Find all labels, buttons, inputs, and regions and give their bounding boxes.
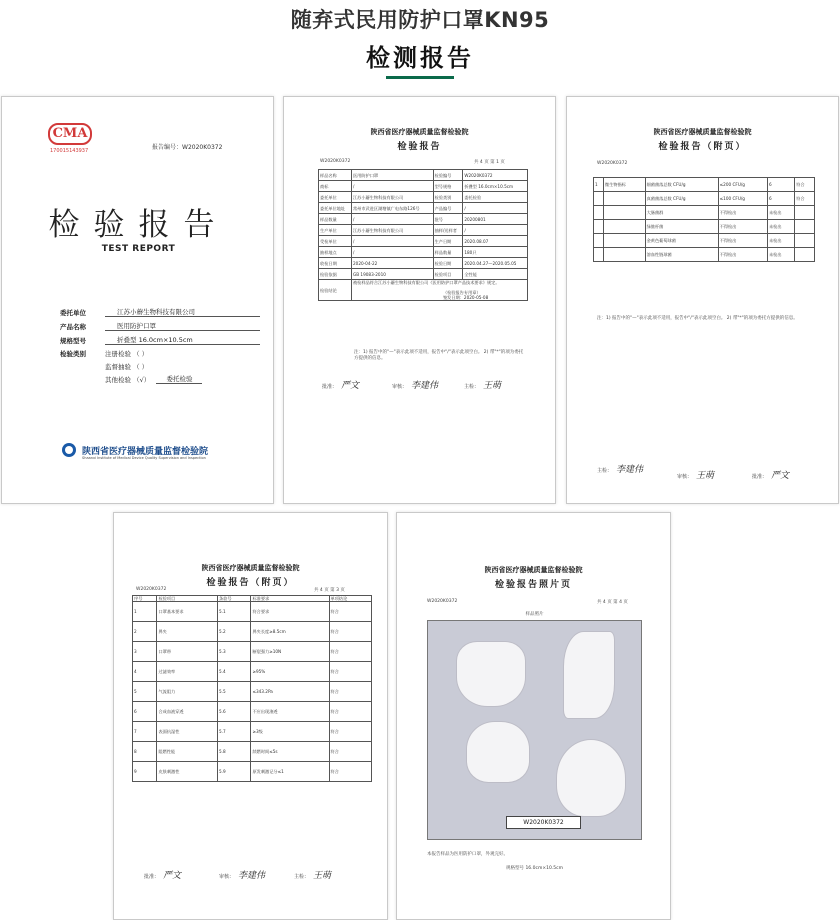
photo-report-number: W2020K0372 (427, 599, 458, 604)
signature-review: 审核： 李建伟 (392, 381, 439, 391)
table-cell: 符合 (329, 602, 372, 622)
appendix-institute: 陕西省医疗器械质量监督检验院 (653, 128, 752, 136)
appendix3-report-number: W2020K0372 (136, 587, 167, 592)
cover-field-spec: 规格型号 折叠型 16.0cm×10.5cm (60, 331, 260, 345)
appendix-note: 注：1) 报告中的"—"表示此项不适用，报告中"/"表示此项空白。 2) 带"*"的项为委托方提供的信息。 (597, 316, 798, 321)
table-cell: 未检出 (767, 248, 794, 262)
table-cell: ≤100 CFU/g (718, 192, 767, 206)
table-row (133, 642, 372, 662)
sample-photo (427, 620, 642, 840)
table-cell: 7 (133, 722, 157, 742)
table-cell: 9 (133, 762, 157, 782)
table-cell: 6 (767, 178, 794, 192)
table-cell: 5.4 (217, 662, 250, 682)
table-cell: 样品数量 (433, 247, 463, 258)
table-cell: / (463, 225, 528, 236)
page-title: 随弃式民用防护口罩KN95 (290, 8, 550, 32)
table-cell: 5.3 (217, 642, 250, 662)
table-cell: 符合 (329, 682, 372, 702)
table-cell: 溶血性链球菌 (645, 248, 718, 262)
table-cell: 2020-04-22 (351, 258, 433, 269)
table-row (594, 178, 815, 192)
table-cell: ≥95% (251, 662, 329, 682)
appendix3-signature-test: 主检： 王萌 (294, 871, 332, 881)
table-cell: / (351, 247, 433, 258)
table-cell: 抽样地点 (319, 247, 352, 258)
table-row (594, 234, 815, 248)
table-cell: 不得检出 (718, 234, 767, 248)
table-row (319, 247, 528, 258)
table-cell (603, 234, 645, 248)
photo-page-count: 共 4 页 第 4 页 (597, 600, 628, 605)
table-cell: 2 (133, 622, 157, 642)
table-cell (603, 192, 645, 206)
table-cell: 6 (767, 192, 794, 206)
table-cell: 不得检出 (718, 206, 767, 220)
table-cell: 口罩基本要求 (157, 602, 217, 622)
table-cell: 检验项目 (433, 269, 463, 280)
appendix-signature-review: 审核： 王萌 (677, 471, 715, 481)
table-cell: 检验日期 (433, 258, 463, 269)
table-row (594, 206, 815, 220)
table-row (319, 225, 528, 236)
table-cell: 1 (133, 602, 157, 622)
table-cell: 检验依据 (319, 269, 352, 280)
table-cell: 续燃时间≤5s (251, 742, 329, 762)
report-number: W2020K0372 (320, 159, 351, 164)
table-cell (795, 234, 815, 248)
appendix3-signature-review: 审核： 李建伟 (219, 871, 266, 881)
table-cell: 皮肤刺激性 (157, 762, 217, 782)
table-cell: 大肠菌群 (645, 206, 718, 220)
cover-fields (60, 303, 260, 384)
table-cell: 医用防护口罩 (351, 170, 433, 181)
table-cell: 符合要求 (251, 602, 329, 622)
table-cell: 5.7 (217, 722, 250, 742)
table-row (133, 622, 372, 642)
table-cell: 表面抗湿性 (157, 722, 217, 742)
appendix-table-3: 序号 检验项目 条款号 标准要求 单项结论 1 口罩基本要求 5.1 符合要求 符合 2 鼻夹 5.2 鼻夹长度≥8.5cm 符合 3 口罩带 5.3 断裂强力≥10N 符合 4 过滤效率 5.4 ≥95% 符合 5 气流阻力 5.5 ≤343.2Pa 符合 6 合成血液穿透 5.6 不应出现渗透 符合 7 表面抗湿性 5.7 ≥3级 符合 8 阻燃性能 5.8 续燃时间≤5s 符合 9 皮肤刺激性 5.9 原发刺激记分≤1 符合 (132, 595, 372, 782)
cover-title: 检验报告 (48, 207, 229, 243)
table-cell: 检验类别 (433, 192, 463, 203)
table-cell: 常州市武进区湖塘镇广电东路126号 (351, 203, 433, 214)
table-cell: 2020.04.27—2020.05.05 (463, 258, 528, 269)
table-cell (594, 220, 604, 234)
table-row (319, 203, 528, 214)
table-cell: 江苏小蘑生物科技有限公司 (351, 192, 433, 203)
table-cell: 生产日期 (433, 236, 463, 247)
table-cell: 3 (133, 642, 157, 662)
table-cell: 商标 (319, 181, 352, 192)
report-note: 注：1) 报告中的"—"表示此项不适用，报告中"/"表示此项空白。 2) 带"*"的项为委托方提供的信息。 (354, 350, 524, 361)
photo-note: 本报告样品为医用防护口罩，外观完好。 (427, 852, 508, 857)
table-cell: 1 (594, 178, 604, 192)
table-row (319, 214, 528, 225)
cover-check-supervise: 监督抽验 （ ） (105, 363, 149, 371)
cover-institute: 陕西省医疗器械质量监督检验院 (82, 447, 209, 457)
table-cell: 受检单位 (319, 236, 352, 247)
table-cell: 江苏小蘑生物科技有限公司 (351, 225, 433, 236)
cover-report-number: 报告编号：W2020K0372 (152, 144, 223, 151)
report-page-1 (283, 96, 556, 504)
cma-number: 170015143937 (50, 148, 89, 154)
table-cell: 委托检验 (463, 192, 528, 203)
table-cell: 阻燃性能 (157, 742, 217, 762)
table-row (319, 236, 528, 247)
table-cell (594, 248, 604, 262)
photo-institute: 陕西省医疗器械质量监督检验院 (484, 566, 583, 574)
table-cell: 原发刺激记分≤1 (251, 762, 329, 782)
table-cell (594, 192, 604, 206)
report-photo-page (396, 512, 671, 920)
mask-back-image (466, 721, 530, 783)
table-cell: 金黄色葡萄球菌 (645, 234, 718, 248)
page-subtitle: 检测报告 (366, 44, 474, 72)
table-cell: 符合 (329, 662, 372, 682)
photo-footer: 规格型号 16.0cm×10.5cm (506, 866, 563, 871)
appendix-signature-test: 主检： 李建伟 (597, 465, 644, 475)
table-cell: 未检出 (767, 206, 794, 220)
table-cell (594, 234, 604, 248)
table-cell: 符合 (329, 622, 372, 642)
report-institute: 陕西省医疗器械质量监督检验院 (370, 128, 469, 136)
table-cell: 符合 (329, 762, 372, 782)
table-cell: 符合 (795, 178, 815, 192)
table-row (319, 192, 528, 203)
table-row (133, 602, 372, 622)
table-cell: 产品编号 (433, 203, 463, 214)
table-cell: 全性能 (463, 269, 528, 280)
table-cell: 折叠型 16.0cm×10.5cm (463, 181, 528, 192)
table-row (594, 248, 815, 262)
table-cell: 收检日期 (319, 258, 352, 269)
table-cell: 不得检出 (718, 220, 767, 234)
table-cell: 4 (133, 662, 157, 682)
table-cell: 5.5 (217, 682, 250, 702)
table-cell: 鼻夹长度≥8.5cm (251, 622, 329, 642)
signature-approve: 批准： 严文 (322, 381, 360, 391)
table-row (133, 722, 372, 742)
table-row (133, 742, 372, 762)
table-cell: ≥3级 (251, 722, 329, 742)
table-cell (795, 206, 815, 220)
table-cell: 不得检出 (718, 248, 767, 262)
cover-field-product: 产品名称 医用防护口罩 (60, 317, 260, 331)
mask-front-image (456, 641, 526, 707)
table-cell (603, 220, 645, 234)
table-cell: 符合 (329, 702, 372, 722)
table-cell: 20200801 (463, 214, 528, 225)
table-row (594, 192, 815, 206)
appendix3-signature-approve: 批准： 严文 (144, 871, 182, 881)
table-row (319, 258, 528, 269)
table-cell: ≤343.2Pa (251, 682, 329, 702)
table-row (133, 762, 372, 782)
table-cell: 5.9 (217, 762, 250, 782)
table-cell: 样品名称 (319, 170, 352, 181)
report-info-table: 样品名称 医用防护口罩 检验编号 W2020K0372 商标 / 型号规格 折叠型 16.0cm×10.5cm 委托单位 江苏小蘑生物科技有限公司 检验类别 委托检验 委托单位地址 常州市武进区湖塘镇广电东路126号 产品编号 / 样品数量 / 批号 20200801 生产单位 江苏小蘑生物科技有限公司 抽样/送样者 / 受检单位 / 生产日期 2020.08.07 抽样地点 / 样品数量 180只 收检日期 2020-04-22 检验日期 2020.04.27—2020.05.05 检验依据 GB 19083-2010 检验项目 全性能 检验结论 被检样品符合江苏小蘑生物科技有限公司《医用防护口罩产品技术要求》规定。 （检验报告专用章） 签发日期：2020-05-08 (318, 169, 528, 301)
cover-institute-en: Shaanxi Institute of Medical Device Quality Supervision and Inspection (82, 456, 206, 460)
table-cell: 微生物指标 (603, 178, 645, 192)
table-cell: 过滤效率 (157, 662, 217, 682)
table-cell: 符合 (329, 722, 372, 742)
cover-title-en: TEST REPORT (101, 244, 176, 254)
table-cell: 绿脓杆菌 (645, 220, 718, 234)
report-page-count: 共 4 页 第 1 页 (474, 160, 505, 165)
cover-field-client: 委托单位 江苏小蘑生物科技有限公司 (60, 303, 260, 317)
table-cell (603, 206, 645, 220)
table-cell: 真菌菌落总数 CFU/g (645, 192, 718, 206)
table-cell: 不应出现渗透 (251, 702, 329, 722)
table-cell (594, 206, 604, 220)
table-cell: 180只 (463, 247, 528, 258)
sample-number-label: W2020K0372 (506, 816, 581, 829)
title-underline (386, 76, 454, 79)
table-cell: 批号 (433, 214, 463, 225)
mask-side-image (563, 631, 615, 719)
table-row (133, 682, 372, 702)
mask-folded-image (556, 739, 626, 817)
table-cell: 2020.08.07 (463, 236, 528, 247)
table-cell: / (351, 214, 433, 225)
appendix-signature-approve: 批准： 严文 (752, 471, 790, 481)
table-cell: ≤200 CFU/g (718, 178, 767, 192)
cover-check-register: 检验类别 注册检验 （ ） (60, 350, 149, 358)
table-cell: 委托单位 (319, 192, 352, 203)
cover-check-other: 其他检验 （√） 委托检验 (60, 371, 260, 384)
table-cell: 5.1 (217, 602, 250, 622)
table-cell: / (351, 181, 433, 192)
table-cell: / (351, 236, 433, 247)
table-row (594, 220, 815, 234)
appendix3-page-count: 共 4 页 第 3 页 (314, 588, 345, 593)
table-row (319, 181, 528, 192)
table-row (319, 269, 528, 280)
table-cell: 5 (133, 682, 157, 702)
table-cell (603, 248, 645, 262)
appendix-report-number: W2020K0372 (597, 161, 628, 166)
table-cell: 抽样/送样者 (433, 225, 463, 236)
table-cell: 未检出 (767, 220, 794, 234)
report-appendix-page-2 (566, 96, 839, 504)
table-cell: 符合 (329, 742, 372, 762)
table-cell: 生产单位 (319, 225, 352, 236)
table-cell: 未检出 (767, 234, 794, 248)
report-cover-page (1, 96, 274, 504)
appendix-table-2 (593, 177, 815, 262)
table-cell: 符合 (795, 192, 815, 206)
signature-test: 主检： 王萌 (464, 381, 502, 391)
table-cell: 5.2 (217, 622, 250, 642)
appendix-title: 检验报告（附页） (658, 142, 747, 152)
table-cell (795, 220, 815, 234)
table-cell: 型号规格 (433, 181, 463, 192)
table-cell: 8 (133, 742, 157, 762)
table-cell: 鼻夹 (157, 622, 217, 642)
cma-logo: CMA (48, 123, 92, 145)
table-row (319, 170, 528, 181)
report-appendix-page-3 (113, 512, 388, 920)
table-cell: GB 19083-2010 (351, 269, 433, 280)
table-cell: 5.6 (217, 702, 250, 722)
photo-title: 检验报告照片页 (494, 580, 572, 590)
table-cell: 检验编号 (433, 170, 463, 181)
table-cell: 气流阻力 (157, 682, 217, 702)
table-cell: 断裂强力≥10N (251, 642, 329, 662)
table-cell: W2020K0372 (463, 170, 528, 181)
table-cell: 符合 (329, 642, 372, 662)
table-row (133, 702, 372, 722)
table-cell: 委托单位地址 (319, 203, 352, 214)
institute-logo-icon (62, 443, 76, 457)
table-cell: 样品数量 (319, 214, 352, 225)
table-cell: 5.8 (217, 742, 250, 762)
table-cell: 口罩带 (157, 642, 217, 662)
table-cell (795, 248, 815, 262)
report-title: 检验报告 (397, 142, 442, 152)
photo-caption: 样品照片 (525, 612, 544, 617)
table-cell: 细菌菌落总数 CFU/g (645, 178, 718, 192)
appendix3-title: 检验报告（附页） (206, 578, 295, 588)
table-cell: 合成血液穿透 (157, 702, 217, 722)
appendix3-institute: 陕西省医疗器械质量监督检验院 (201, 564, 300, 572)
table-row (133, 662, 372, 682)
table-cell: / (463, 203, 528, 214)
table-cell: 6 (133, 702, 157, 722)
